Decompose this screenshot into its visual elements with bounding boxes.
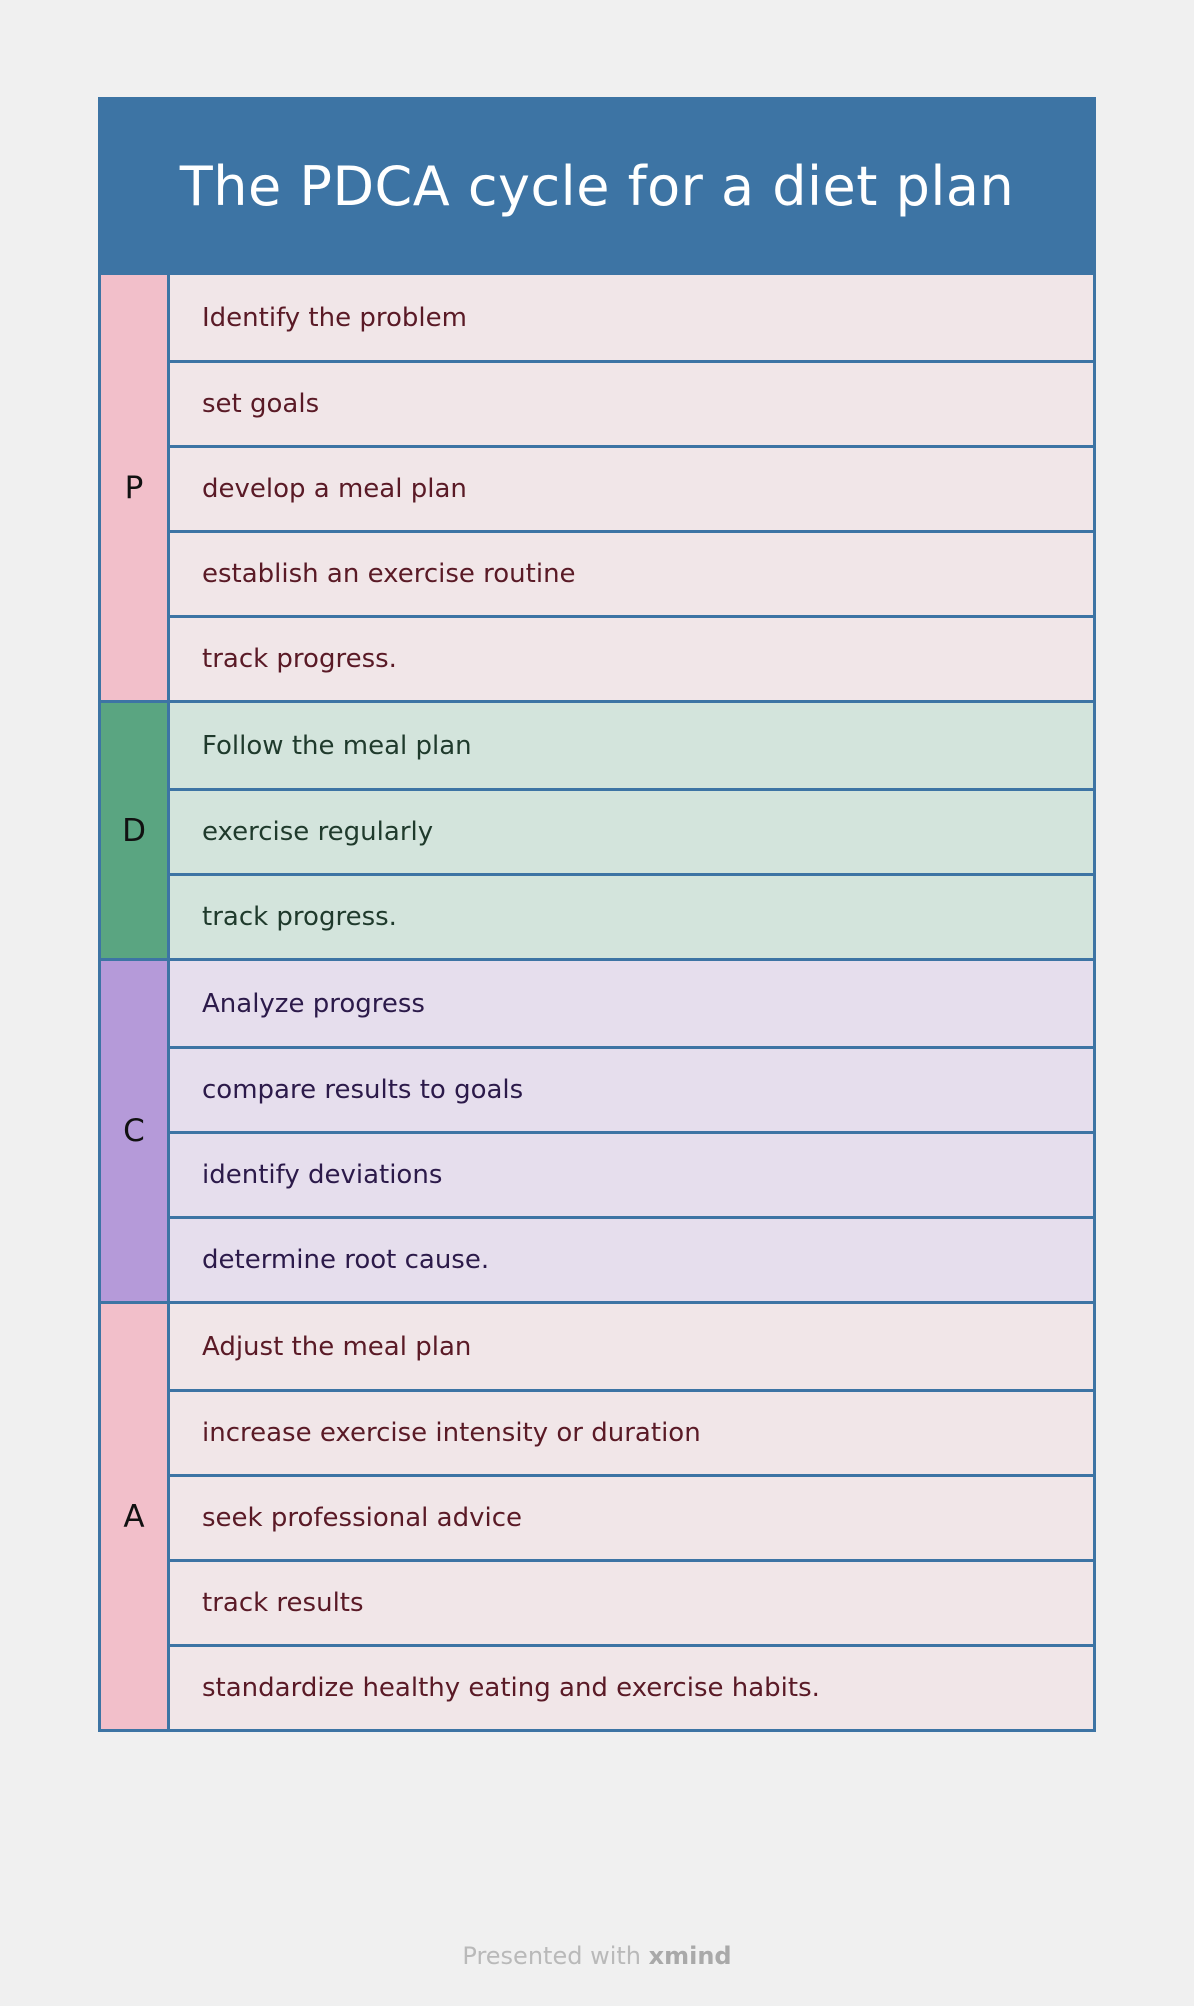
group-label-p: P <box>101 275 170 700</box>
list-item: Analyze progress <box>170 961 1093 1046</box>
list-item: track progress. <box>170 873 1093 958</box>
footer-prefix: Presented with <box>462 1942 641 1970</box>
list-item: Adjust the meal plan <box>170 1304 1093 1389</box>
list-item: increase exercise intensity or duration <box>170 1389 1093 1474</box>
group-plan <box>101 272 1093 700</box>
group-label-a: A <box>101 1304 170 1729</box>
list-item: exercise regularly <box>170 788 1093 873</box>
group-items-p <box>170 275 1093 700</box>
list-item: standardize healthy eating and exercise habits. <box>170 1644 1093 1729</box>
list-item: identify deviations <box>170 1131 1093 1216</box>
group-items-c <box>170 961 1093 1301</box>
group-act <box>101 1301 1093 1729</box>
list-item: Follow the meal plan <box>170 703 1093 788</box>
footer-brand-logo: xmind <box>648 1942 732 1970</box>
list-item: establish an exercise routine <box>170 530 1093 615</box>
list-item: Identify the problem <box>170 275 1093 360</box>
group-label-c: C <box>101 961 170 1301</box>
list-item: seek professional advice <box>170 1474 1093 1559</box>
pdca-table <box>98 97 1096 1732</box>
list-item: determine root cause. <box>170 1216 1093 1301</box>
diagram-title: The PDCA cycle for a diet plan <box>101 100 1093 272</box>
group-label-d: D <box>101 703 170 958</box>
list-item: track results <box>170 1559 1093 1644</box>
list-item: compare results to goals <box>170 1046 1093 1131</box>
footer-credit <box>0 1942 1194 1970</box>
list-item: track progress. <box>170 615 1093 700</box>
group-do <box>101 700 1093 958</box>
group-items-d <box>170 703 1093 958</box>
group-check <box>101 958 1093 1301</box>
group-items-a <box>170 1304 1093 1729</box>
list-item: develop a meal plan <box>170 445 1093 530</box>
list-item: set goals <box>170 360 1093 445</box>
